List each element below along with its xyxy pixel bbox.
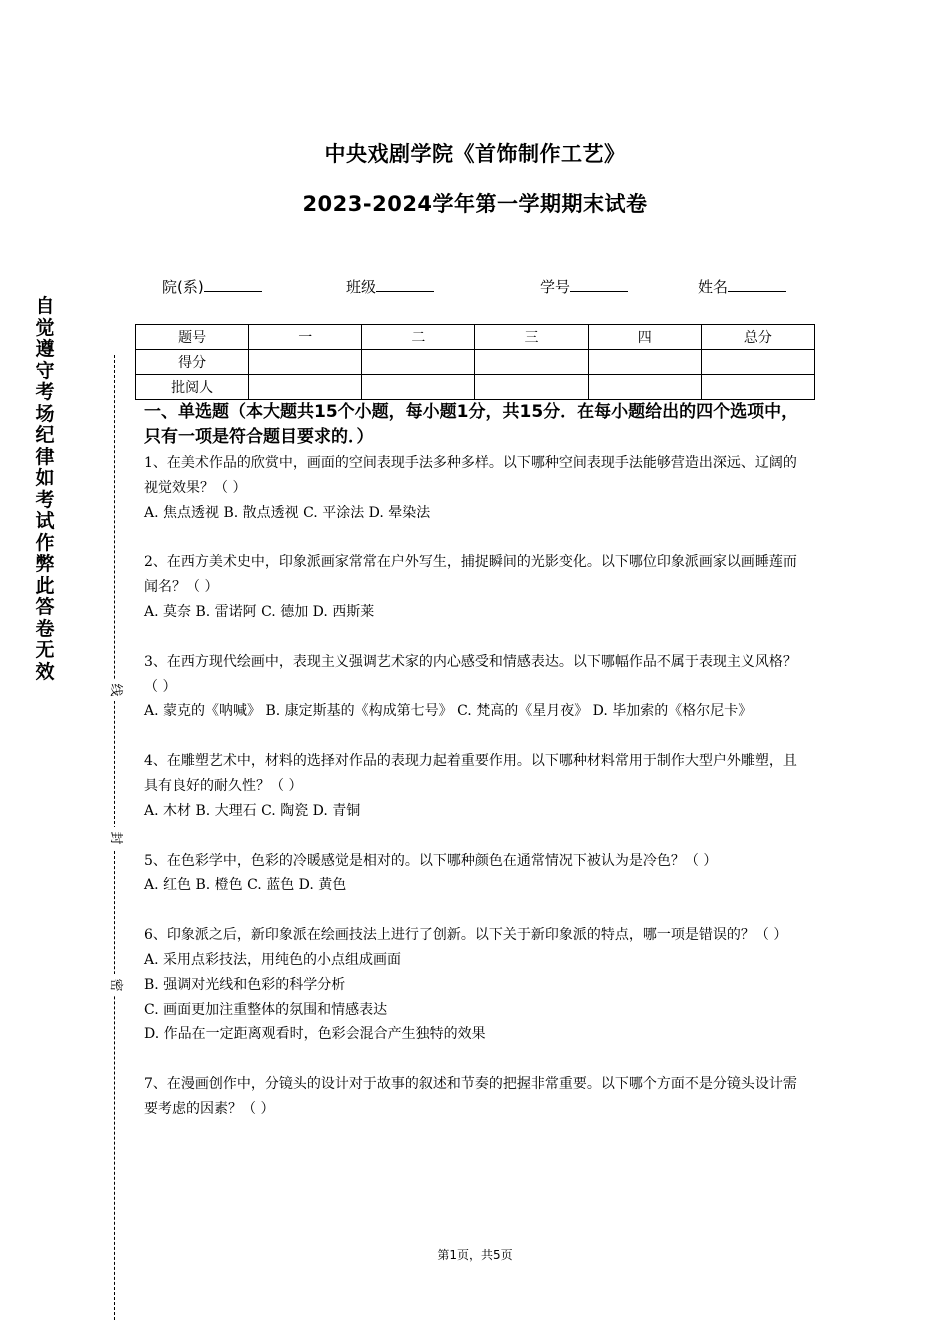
side-exam-notice: 自觉遵守考场纪律如考试作弊此答卷无效	[35, 295, 55, 683]
question-stem: 4、在雕塑艺术中，材料的选择对作品的表现力起着重要作用。以下哪种材料常用于制作大型户外雕塑，且具有良好的耐久性？（ ）	[144, 753, 797, 794]
score-header-cell: 总分	[701, 325, 814, 350]
dept-field	[162, 276, 262, 297]
reviewer-row	[136, 375, 815, 400]
exam-title-line1: 中央戏剧学院《首饰制作工艺》	[324, 142, 626, 166]
score-row	[136, 350, 815, 375]
name-field	[698, 276, 786, 297]
score-header-cell: 四	[588, 325, 701, 350]
reviewer-row-label: 批阅人	[136, 375, 249, 400]
score-table-header-row	[136, 325, 815, 350]
question-stem: 2、在西方美术史中，印象派画家常常在户外写生，捕捉瞬间的光影变化。以下哪位印象派画家以画睡莲而闻名？（ ）	[144, 554, 797, 596]
reviewer-cell	[362, 375, 475, 400]
score-header-cell: 二	[362, 325, 475, 350]
seal-char-line: 线	[105, 679, 125, 701]
question-options: A. 莫奈 B. 雷诺阿 C. 德加 D. 西斯莱	[144, 603, 375, 620]
exam-content	[144, 400, 809, 1147]
score-row-label: 得分	[136, 350, 249, 375]
question-options: A. 焦点透视 B. 散点透视 C. 平涂法 D. 晕染法	[144, 504, 431, 521]
score-header-cell: 题号	[136, 325, 249, 350]
question-stem: 1、在美术作品的欣赏中，画面的空间表现手法多种多样。以下哪种空间表现手法能够营造出深远、辽阔的视觉效果？（ ）	[144, 455, 797, 496]
question-stem: 6、印象派之后，新印象派在绘画技法上进行了创新。以下关于新印象派的特点，哪一项是错误的？（ ）	[144, 927, 788, 944]
question-options: A. 红色 B. 橙色 C. 蓝色 D. 黄色	[144, 877, 347, 894]
student-id-label: 学号	[540, 278, 571, 296]
question-7	[144, 1072, 809, 1122]
class-field	[346, 276, 434, 297]
name-blank	[728, 277, 786, 292]
name-label: 姓名	[698, 278, 729, 296]
reviewer-cell	[249, 375, 362, 400]
score-cell	[701, 350, 814, 375]
score-header-cell: 一	[249, 325, 362, 350]
class-label: 班级	[346, 278, 377, 296]
question-5	[144, 849, 809, 899]
dept-blank	[204, 277, 262, 292]
question-stem: 7、在漫画创作中，分镜头的设计对于故事的叙述和节奏的把握非常重要。以下哪个方面不是分镜头设计需要考虑的因素？（ ）	[144, 1076, 797, 1117]
question-1	[144, 451, 809, 525]
question-options: A. 蒙克的《呐喊》 B. 康定斯基的《构成第七号》 C. 梵高的《星月夜》 D. 毕加索的《格尔尼卡》	[144, 703, 753, 720]
seal-char-secret: 密	[105, 974, 125, 996]
question-4	[144, 749, 809, 823]
student-id-field	[540, 276, 628, 297]
section-heading: 一、单选题（本大题共15个小题，每小题1分，共15分．在每小题给出的四个选项中，只有一项是符合题目要求的．）	[144, 402, 799, 447]
score-cell	[475, 350, 588, 375]
question-options: A. 木材 B. 大理石 C. 陶瓷 D. 青铜	[144, 802, 361, 819]
question-option-b: B. 强调对光线和色彩的科学分析	[144, 976, 346, 993]
score-header-cell: 三	[475, 325, 588, 350]
question-stem: 5、在色彩学中，色彩的冷暖感觉是相对的。以下哪种颜色在通常情况下被认为是冷色？（ ）	[144, 852, 718, 869]
score-cell	[249, 350, 362, 375]
reviewer-cell	[588, 375, 701, 400]
score-cell	[362, 350, 475, 375]
score-table	[135, 324, 815, 400]
student-info-row	[0, 276, 950, 298]
score-cell	[588, 350, 701, 375]
question-6	[144, 923, 809, 1047]
dept-label: 院(系)	[162, 278, 204, 296]
question-option-a: A. 采用点彩技法，用纯色的小点组成画面	[144, 951, 402, 968]
question-stem: 3、在西方现代绘画中，表现主义强调艺术家的内心感受和情感表达。以下哪幅作品不属于表现主义风格？（ ）	[144, 653, 797, 695]
reviewer-cell	[701, 375, 814, 400]
seal-char-seal: 封	[105, 827, 125, 849]
question-option-c: C. 画面更加注重整体的氛围和情感表达	[144, 1001, 388, 1018]
question-2	[144, 550, 809, 624]
reviewer-cell	[475, 375, 588, 400]
question-3	[144, 650, 809, 724]
question-option-d: D. 作品在一定距离观看时，色彩会混合产生独特的效果	[144, 1026, 486, 1043]
exam-title-line2: 2023-2024学年第一学期期末试卷	[302, 192, 648, 216]
student-id-blank	[570, 277, 628, 292]
page-footer: 第1页，共5页	[437, 1248, 513, 1262]
class-blank	[376, 277, 434, 292]
